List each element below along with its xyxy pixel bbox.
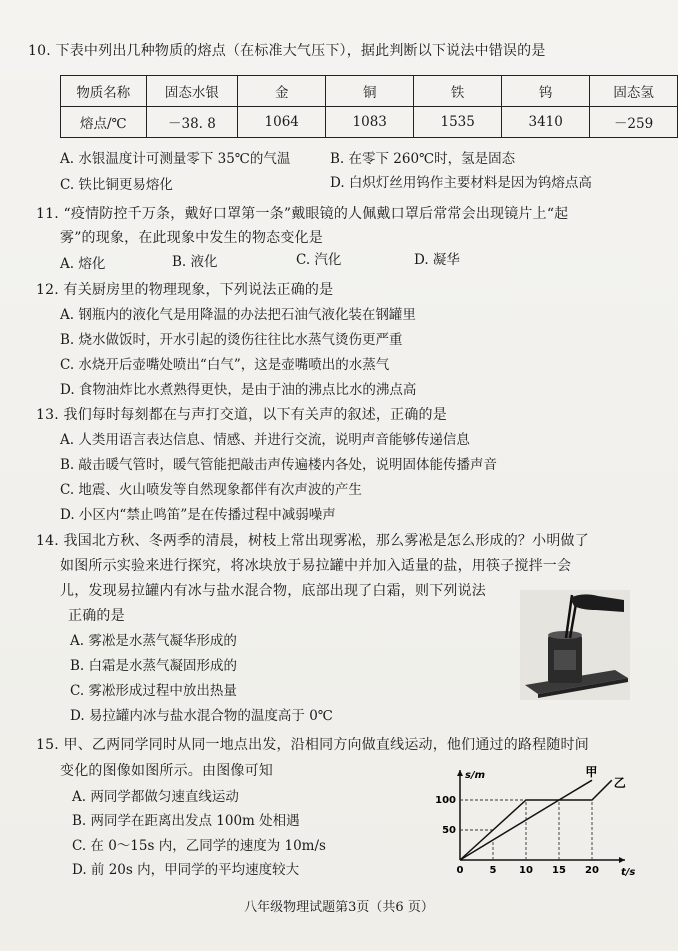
table-cell: 1064 [238,107,326,138]
x-axis-label: t/s [621,867,636,878]
distance-time-graph [430,760,636,885]
table-cell: 1083 [326,107,414,138]
x-tick-label: 20 [585,865,599,876]
table-header-row [61,76,678,107]
q10-option-b: B. 在零下 260℃时，氢是固态 [330,151,516,167]
q11-option-c: C. 汽化 [296,252,342,268]
experiment-photo [520,590,630,700]
can-experiment-illustration [520,590,630,700]
x-tick-label: 15 [552,865,566,876]
q14-stem-line3: 儿，发现易拉罐内有冰与盐水混合物，底部出现了白霜，则下列说法 [60,583,486,599]
table-cell: －38. 8 [146,107,238,138]
q14-option-b: B. 白霜是水蒸气凝固形成的 [70,658,238,674]
table-cell: 1535 [414,107,502,138]
y-axis-arrow [457,770,463,776]
table-cell: －259 [590,107,678,138]
melting-point-table [60,75,678,138]
q15-option-a: A. 两同学都做匀速直线运动 [72,789,239,805]
q14-stem-line4: 正确的是 [68,608,125,624]
q12-option-d: D. 食物油炸比水煮熟得更快，是由于油的沸点比水的沸点高 [60,382,417,398]
x-tick-label: 10 [519,865,533,876]
q10-option-d: D. 白炽灯丝用钨作主要材料是因为钨熔点高 [330,175,592,191]
q13-option-a: A. 人类用语言表达信息、情感、并进行交流，说明声音能够传递信息 [60,432,470,448]
q15-stem-line1: 15. 甲、乙两同学同时从同一地点出发，沿相同方向做直线运动，他们通过的路程随时间 [36,737,589,753]
table-cell: 铁 [414,76,502,107]
q13-stem: 13. 我们每时每刻都在与声打交道，以下有关声的叙述，正确的是 [36,407,447,423]
y-tick-label: 50 [442,825,456,836]
q11-stem-line1: 11. “疫情防控千万条，戴好口罩第一条”戴眼镜的人佩戴口罩后常常会出现镜片上“起 [36,206,569,222]
q14-option-c: C. 雾凇形成过程中放出热量 [70,683,237,699]
table-cell: 钨 [502,76,590,107]
q14-option-d: D. 易拉罐内冰与盐水混合物的温度高于 0℃ [70,708,333,724]
table-cell: 物质名称 [61,76,147,107]
series-label-1: 甲 [585,765,598,779]
q10-option-a: A. 水银温度计可测量零下 35℃的气温 [60,151,291,167]
y-tick-label: 100 [435,795,456,806]
q11-option-d: D. 凝华 [414,252,460,268]
table-cell: 固态氢 [590,76,678,107]
series-label-2: 乙 [613,775,626,790]
q15-option-c: C. 在 0～15s 内，乙同学的速度为 10m/s [72,838,326,854]
y-axis-label: s/m [465,770,486,781]
table-cell: 固态水银 [146,76,238,107]
q14-option-a: A. 雾凇是水蒸气凝华形成的 [70,633,237,649]
x-tick-label: 5 [489,865,497,876]
q12-stem: 12. 有关厨房里的物理现象，下列说法正确的是 [36,282,334,298]
q15-option-d: D. 前 20s 内，甲同学的平均速度较大 [72,862,300,878]
page-footer: 八年级物理试题第3页（共6 页） [244,900,434,915]
q11-option-b: B. 液化 [172,254,218,270]
q13-option-c: C. 地震、火山喷发等自然现象都伴有次声波的产生 [60,482,362,498]
q12-option-c: C. 水烧开后壶嘴处喷出“白气”，这是壶嘴喷出的水蒸气 [60,357,390,373]
table-cell: 3410 [502,107,590,138]
q11-option-a: A. 熔化 [60,256,106,272]
q10-stem: 10. 下表中列出几种物质的熔点（在标准大气压下），据此判断以下说法中错误的是 [28,43,546,59]
x-axis-arrow [619,857,625,863]
q11-stem-line2: 雾”的现象，在此现象中发生的物态变化是 [60,230,323,246]
table-cell: 金 [238,76,326,107]
q15-option-b: B. 两同学在距离出发点 100m 处相遇 [72,813,300,829]
series-line-2 [460,780,612,860]
table-cell: 熔点/℃ [61,107,147,138]
q12-option-b: B. 烧水做饭时，开水引起的烫伤往往比水蒸气烫伤更严重 [60,332,403,348]
table-cell: 铜 [326,76,414,107]
q12-option-a: A. 钢瓶内的液化气是用降温的办法把石油气液化装在钢罐里 [60,307,416,323]
q15-stem-line2: 变化的图像如图所示。由图像可知 [60,763,273,779]
x-tick-label: 0 [456,865,464,876]
table-row [61,107,678,138]
q13-option-b: B. 敲击暖气管时，暖气管能把敲击声传遍楼内各处，说明固体能传播声音 [60,457,498,473]
q14-stem-line2: 如图所示实验来进行探究，将冰块放于易拉罐中并加入适量的盐，用筷子搅拌一会 [60,558,572,574]
distance-time-svg [430,760,636,885]
q10-option-c: C. 铁比铜更易熔化 [60,177,173,193]
q14-stem-line1: 14. 我国北方秋、冬两季的清晨，树枝上常出现雾凇，那么雾凇是怎么形成的？小明做了 [36,533,589,549]
q13-option-d: D. 小区内“禁止鸣笛”是在传播过程中减弱噪声 [60,507,336,523]
